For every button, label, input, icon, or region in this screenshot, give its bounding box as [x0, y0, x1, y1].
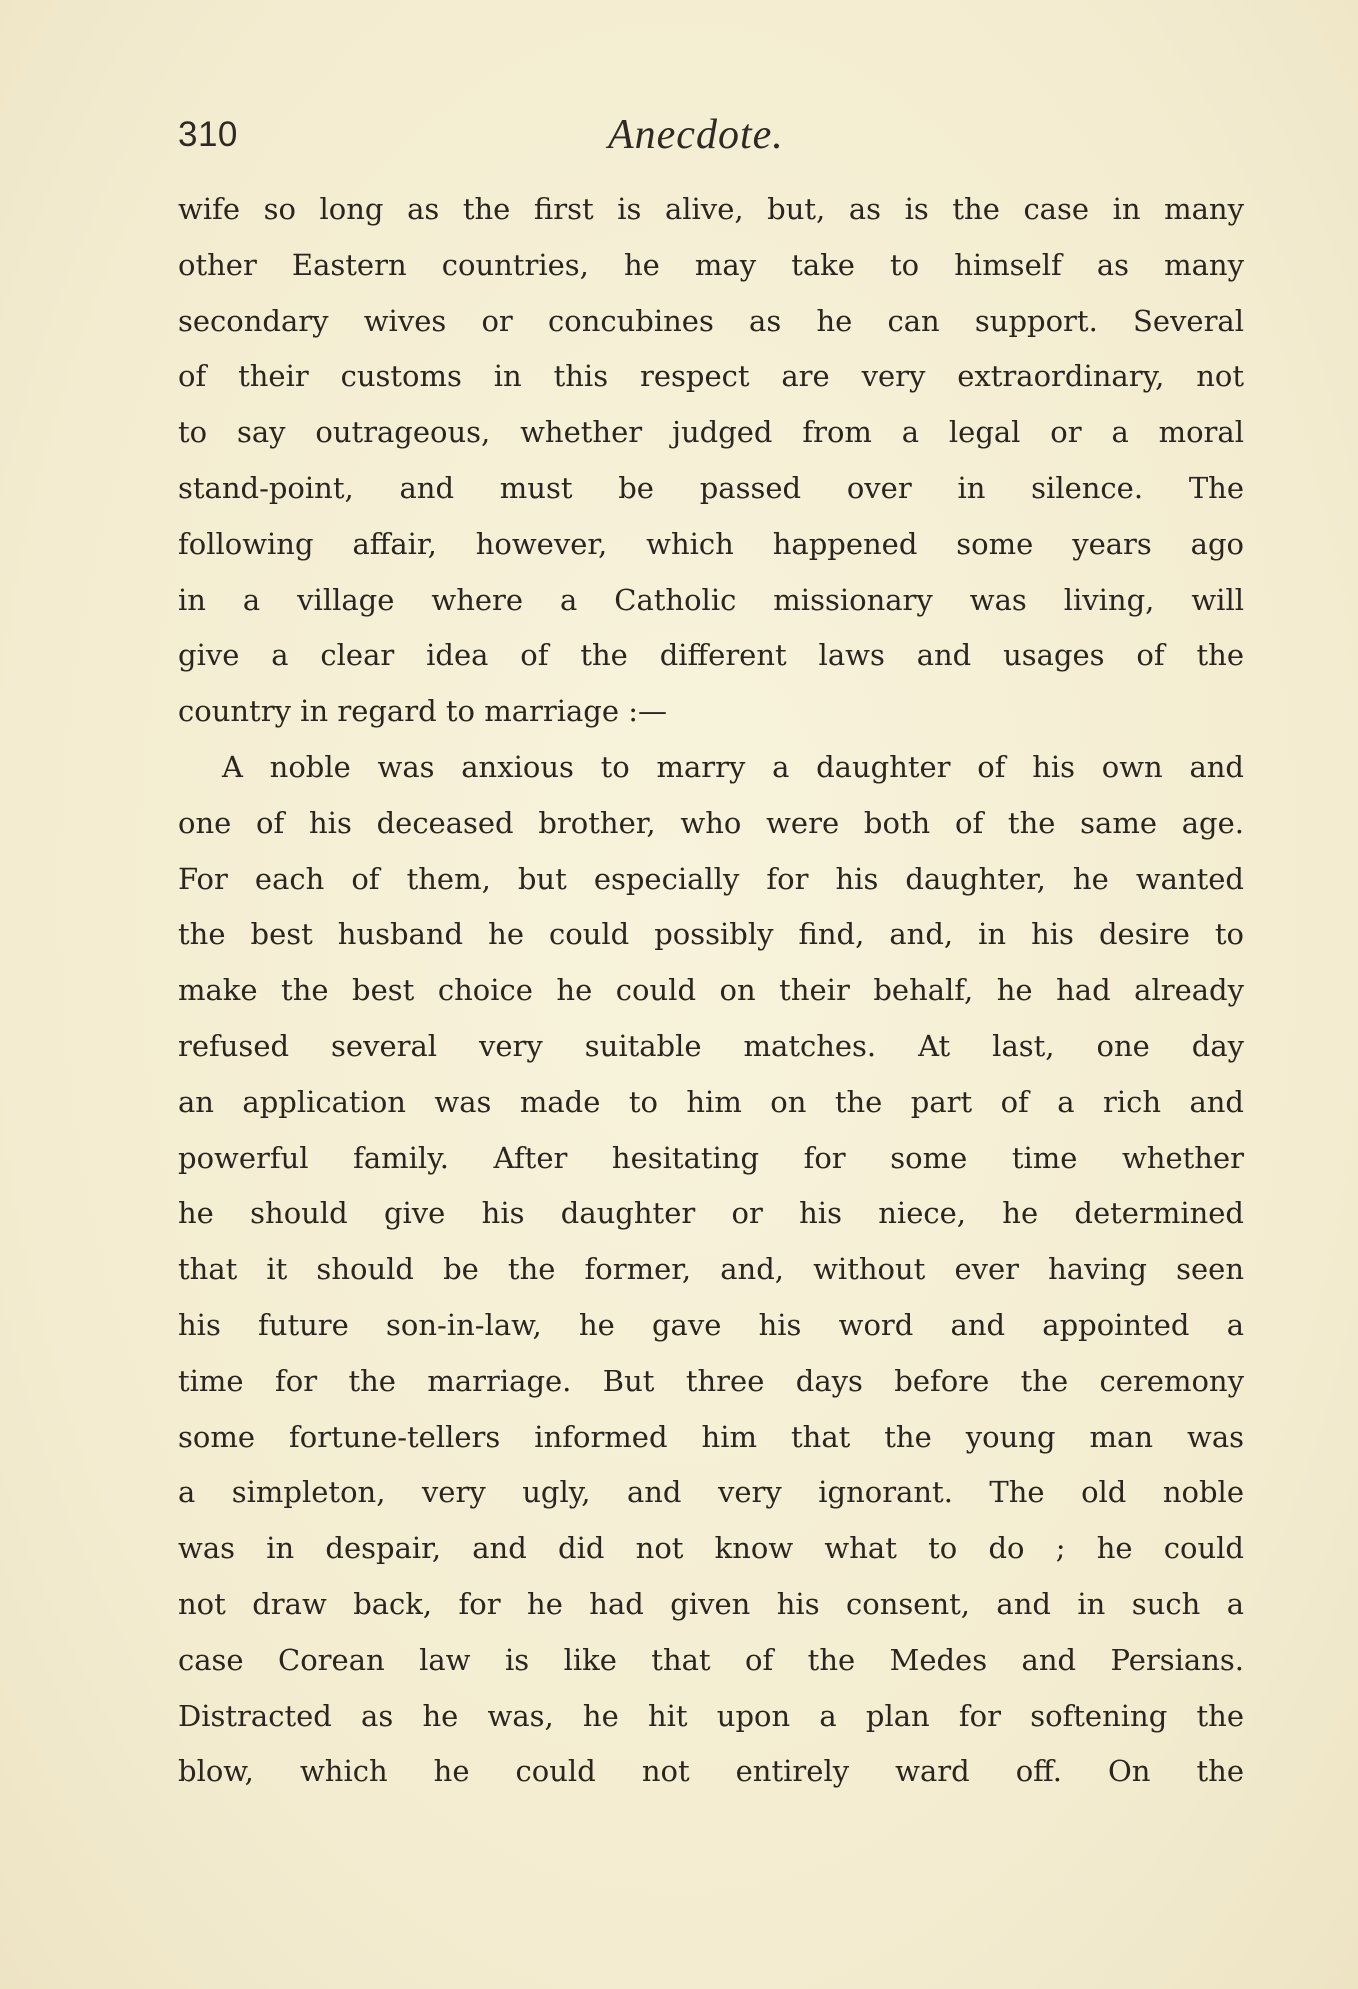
page-number: 310	[178, 115, 238, 154]
text-line: give a clear idea of the different laws and usages of the	[178, 638, 1244, 673]
text-line: an application was made to him on the part of a rich and	[178, 1084, 1244, 1119]
text-line: not draw back, for he had given his consent, and in such a	[178, 1586, 1244, 1621]
text-line: secondary wives or concubines as he can support. Several	[178, 303, 1244, 338]
text-line: time for the marriage. But three days before the ceremony	[178, 1363, 1244, 1398]
text-line: For each of them, but especially for his daughter, he wanted	[178, 861, 1244, 896]
paragraph-first-line: A noble was anxious to marry a daughter of his own and	[222, 749, 1244, 784]
text-line: following affair, however, which happened some years ago	[178, 526, 1244, 561]
text-line: other Eastern countries, he may take to himself as many	[178, 247, 1244, 282]
text-line: some fortune-tellers informed him that the young man was	[178, 1419, 1244, 1454]
text-line: country in regard to marriage :—	[178, 694, 667, 729]
text-line: powerful family. After hesitating for some time whether	[178, 1140, 1244, 1175]
body-text	[178, 182, 1244, 1800]
running-title: Anecdote.	[608, 112, 784, 158]
text-line: of their customs in this respect are very extraordinary, not	[178, 359, 1244, 394]
text-line: the best husband he could possibly find, and, in his desire to	[178, 917, 1244, 952]
page-header	[178, 110, 1244, 170]
text-line: refused several very suitable matches. At last, one day	[178, 1028, 1244, 1063]
text-line: in a village where a Catholic missionary was living, will	[178, 582, 1244, 617]
book-page	[178, 110, 1244, 1800]
text-line: make the best choice he could on their behalf, he had already	[178, 973, 1244, 1008]
text-line: his future son-in-law, he gave his word and appointed a	[178, 1307, 1244, 1342]
text-line: to say outrageous, whether judged from a legal or a moral	[178, 415, 1244, 450]
text-line: he should give his daughter or his niece, he determined	[178, 1196, 1244, 1231]
text-line: that it should be the former, and, without ever having seen	[178, 1252, 1244, 1287]
text-line: stand-point, and must be passed over in silence. The	[178, 470, 1244, 505]
text-line: case Corean law is like that of the Medes and Persians.	[178, 1642, 1244, 1677]
text-line: blow, which he could not entirely ward off. On the	[178, 1754, 1244, 1789]
text-line: one of his deceased brother, who were both of the same age.	[178, 805, 1244, 840]
text-line: was in despair, and did not know what to do ; he could	[178, 1531, 1244, 1566]
text-line: Distracted as he was, he hit upon a plan for softening the	[178, 1698, 1244, 1733]
text-line: a simpleton, very ugly, and very ignorant. The old noble	[178, 1475, 1244, 1510]
text-line: wife so long as the first is alive, but, as is the case in many	[178, 192, 1244, 226]
